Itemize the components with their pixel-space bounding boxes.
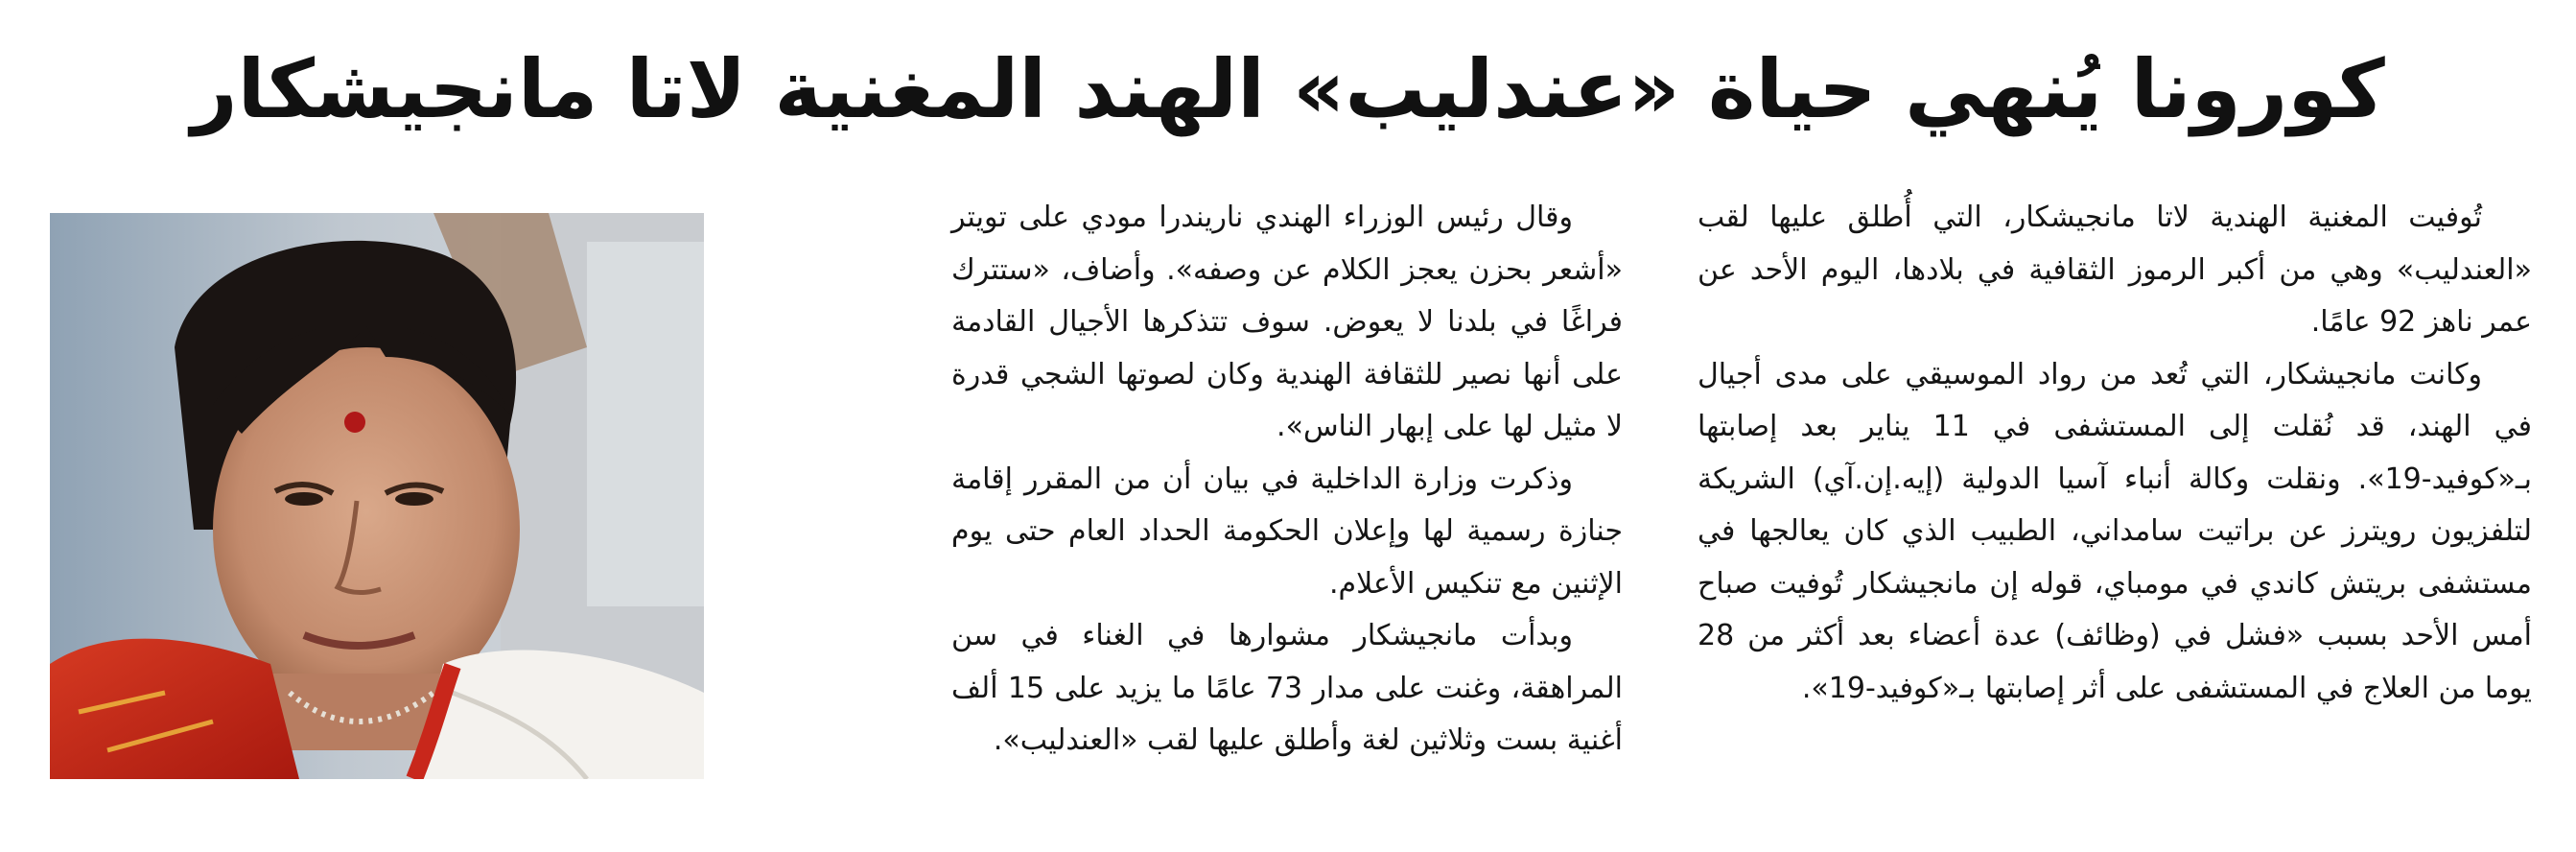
paragraph: تُوفيت المغنية الهندية لاتا مانجيشكار، التي أُطلق عليها لقب «العندليب» وهي من أكبر الرموز الثقافية في بلادها، اليوم الأحد عن عمر ناهز 92 عامًا.: [1698, 201, 2532, 339]
paragraph: وبدأت مانجيشكار مشوارها في الغناء في سن المراهقة، وغنت على مدار 73 عامًا ما يزيد على 15 ألف أغنية بست وثلاثين لغة وأطلق عليها لقب «العندليب».: [951, 619, 1623, 757]
article-column-right: [1698, 192, 2532, 715]
paragraph: وكانت مانجيشكار، التي تُعد من رواد الموسيقي على مدى أجيال في الهند، قد نُقلت إلى المستشفى في 11 يناير بعد إصابتها بـ«كوفيد-19». ونقلت وكالة أنباء آسيا الدولية (إيه.إن.آي) الشريكة لتلفزيون رويترز عن براتيت سامداني، الطبيب الذي كان يعالجها في مستشفى بريتش كاندي في مومباي، قوله إن مانجيشكار تُوفيت صباح أمس الأحد بسبب «فشل في (وظائف) عدة أعضاء بعد أكثر من 28 يوما من العلاج في المستشفى على أثر إصابتها بـ«كوفيد-19».: [1698, 357, 2532, 705]
headline: كورونا يُنهي حياة «عندليب» الهند المغنية لاتا مانجيشكار: [191, 42, 2385, 136]
article-column-middle: [951, 192, 1623, 768]
paragraph: وذكرت وزارة الداخلية في بيان أن من المقرر إقامة جنازة رسمية لها وإعلان الحكومة الحداد العام حتى يوم الإثنين مع تنكيس الأعلام.: [951, 462, 1623, 601]
portrait-photo: [50, 213, 704, 779]
portrait-illustration: [50, 213, 704, 779]
paragraph: وقال رئيس الوزراء الهندي ناريندرا مودي على تويتر «أشعر بحزن يعجز الكلام عن وصفه». وأضاف، «ستترك فراغًا في بلدنا لا يعوض. سوف تتذكرها الأجيال القادمة على أنها نصير للثقافة الهندية وكان لصوتها الشجي قدرة لا مثيل لها على إبهار الناس».: [951, 201, 1623, 443]
